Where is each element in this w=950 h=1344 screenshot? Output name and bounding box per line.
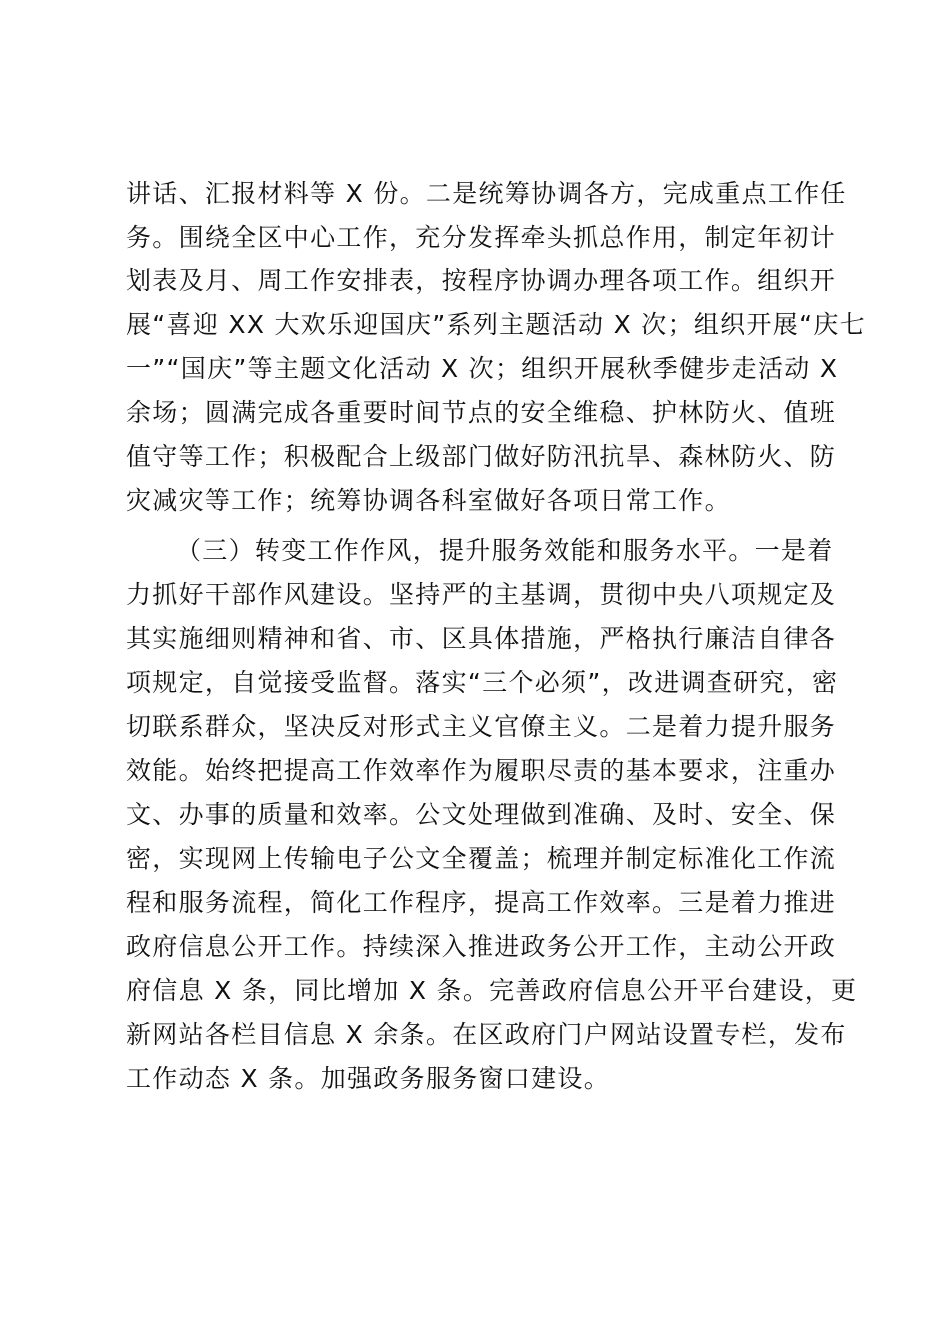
text-line: 效能。始终把提高工作效率作为履职尽责的基本要求，注重办: [126, 756, 837, 785]
text-line: 项规定，自觉接受监督。落实“三个必须”，改进调查研究，密: [126, 668, 839, 697]
text-line: 文、办事的质量和效率。公文处理做到准确、及时、安全、保: [126, 800, 837, 829]
text-line: 政府信息公开工作。持续深入推进政务公开工作，主动公开政: [126, 932, 837, 961]
text-line: 其实施细则精神和省、市、区具体措施，严格执行廉洁自律各: [126, 624, 837, 653]
text-line: 讲话、汇报材料等 X 份。二是统筹协调各方，完成重点工作任: [126, 179, 847, 208]
text-line: 工作动态 X 条。加强政务服务窗口建设。: [126, 1064, 611, 1093]
section-heading-line: （三）转变工作作风，提升服务效能和服务水平。一是着: [176, 536, 834, 565]
text-line: 展“喜迎 XX 大欢乐迎国庆”系列主题活动 X 次；组织开展“庆七: [126, 310, 866, 339]
text-line: 力抓好干部作风建设。坚持严的主基调，贯彻中央八项规定及: [126, 580, 837, 609]
text-line: 密，实现网上传输电子公文全覆盖；梳理并制定标准化工作流: [126, 844, 837, 873]
text-line: 余场；圆满完成各重要时间节点的安全维稳、护林防火、值班: [126, 398, 837, 427]
text-line: 新网站各栏目信息 X 余条。在区政府门户网站设置专栏，发布: [126, 1020, 847, 1049]
text-line: 一”“国庆”等主题文化活动 X 次；组织开展秋季健步走活动 X: [126, 354, 839, 383]
text-line: 灾减灾等工作；统筹协调各科室做好各项日常工作。: [126, 486, 731, 515]
text-line: 划表及月、周工作安排表，按程序协调办理各项工作。组织开: [126, 266, 837, 295]
text-line: 务。围绕全区中心工作，充分发挥牵头抓总作用，制定年初计: [126, 223, 837, 252]
text-line: 程和服务流程，简化工作程序，提高工作效率。三是着力推进: [126, 888, 837, 917]
text-line: 值守等工作；积极配合上级部门做好防汛抗旱、森林防火、防: [126, 442, 837, 471]
text-line: 府信息 X 条，同比增加 X 条。完善政府信息公开平台建设，更: [126, 976, 858, 1005]
text-line: 切联系群众，坚决反对形式主义官僚主义。二是着力提升服务: [126, 712, 837, 741]
